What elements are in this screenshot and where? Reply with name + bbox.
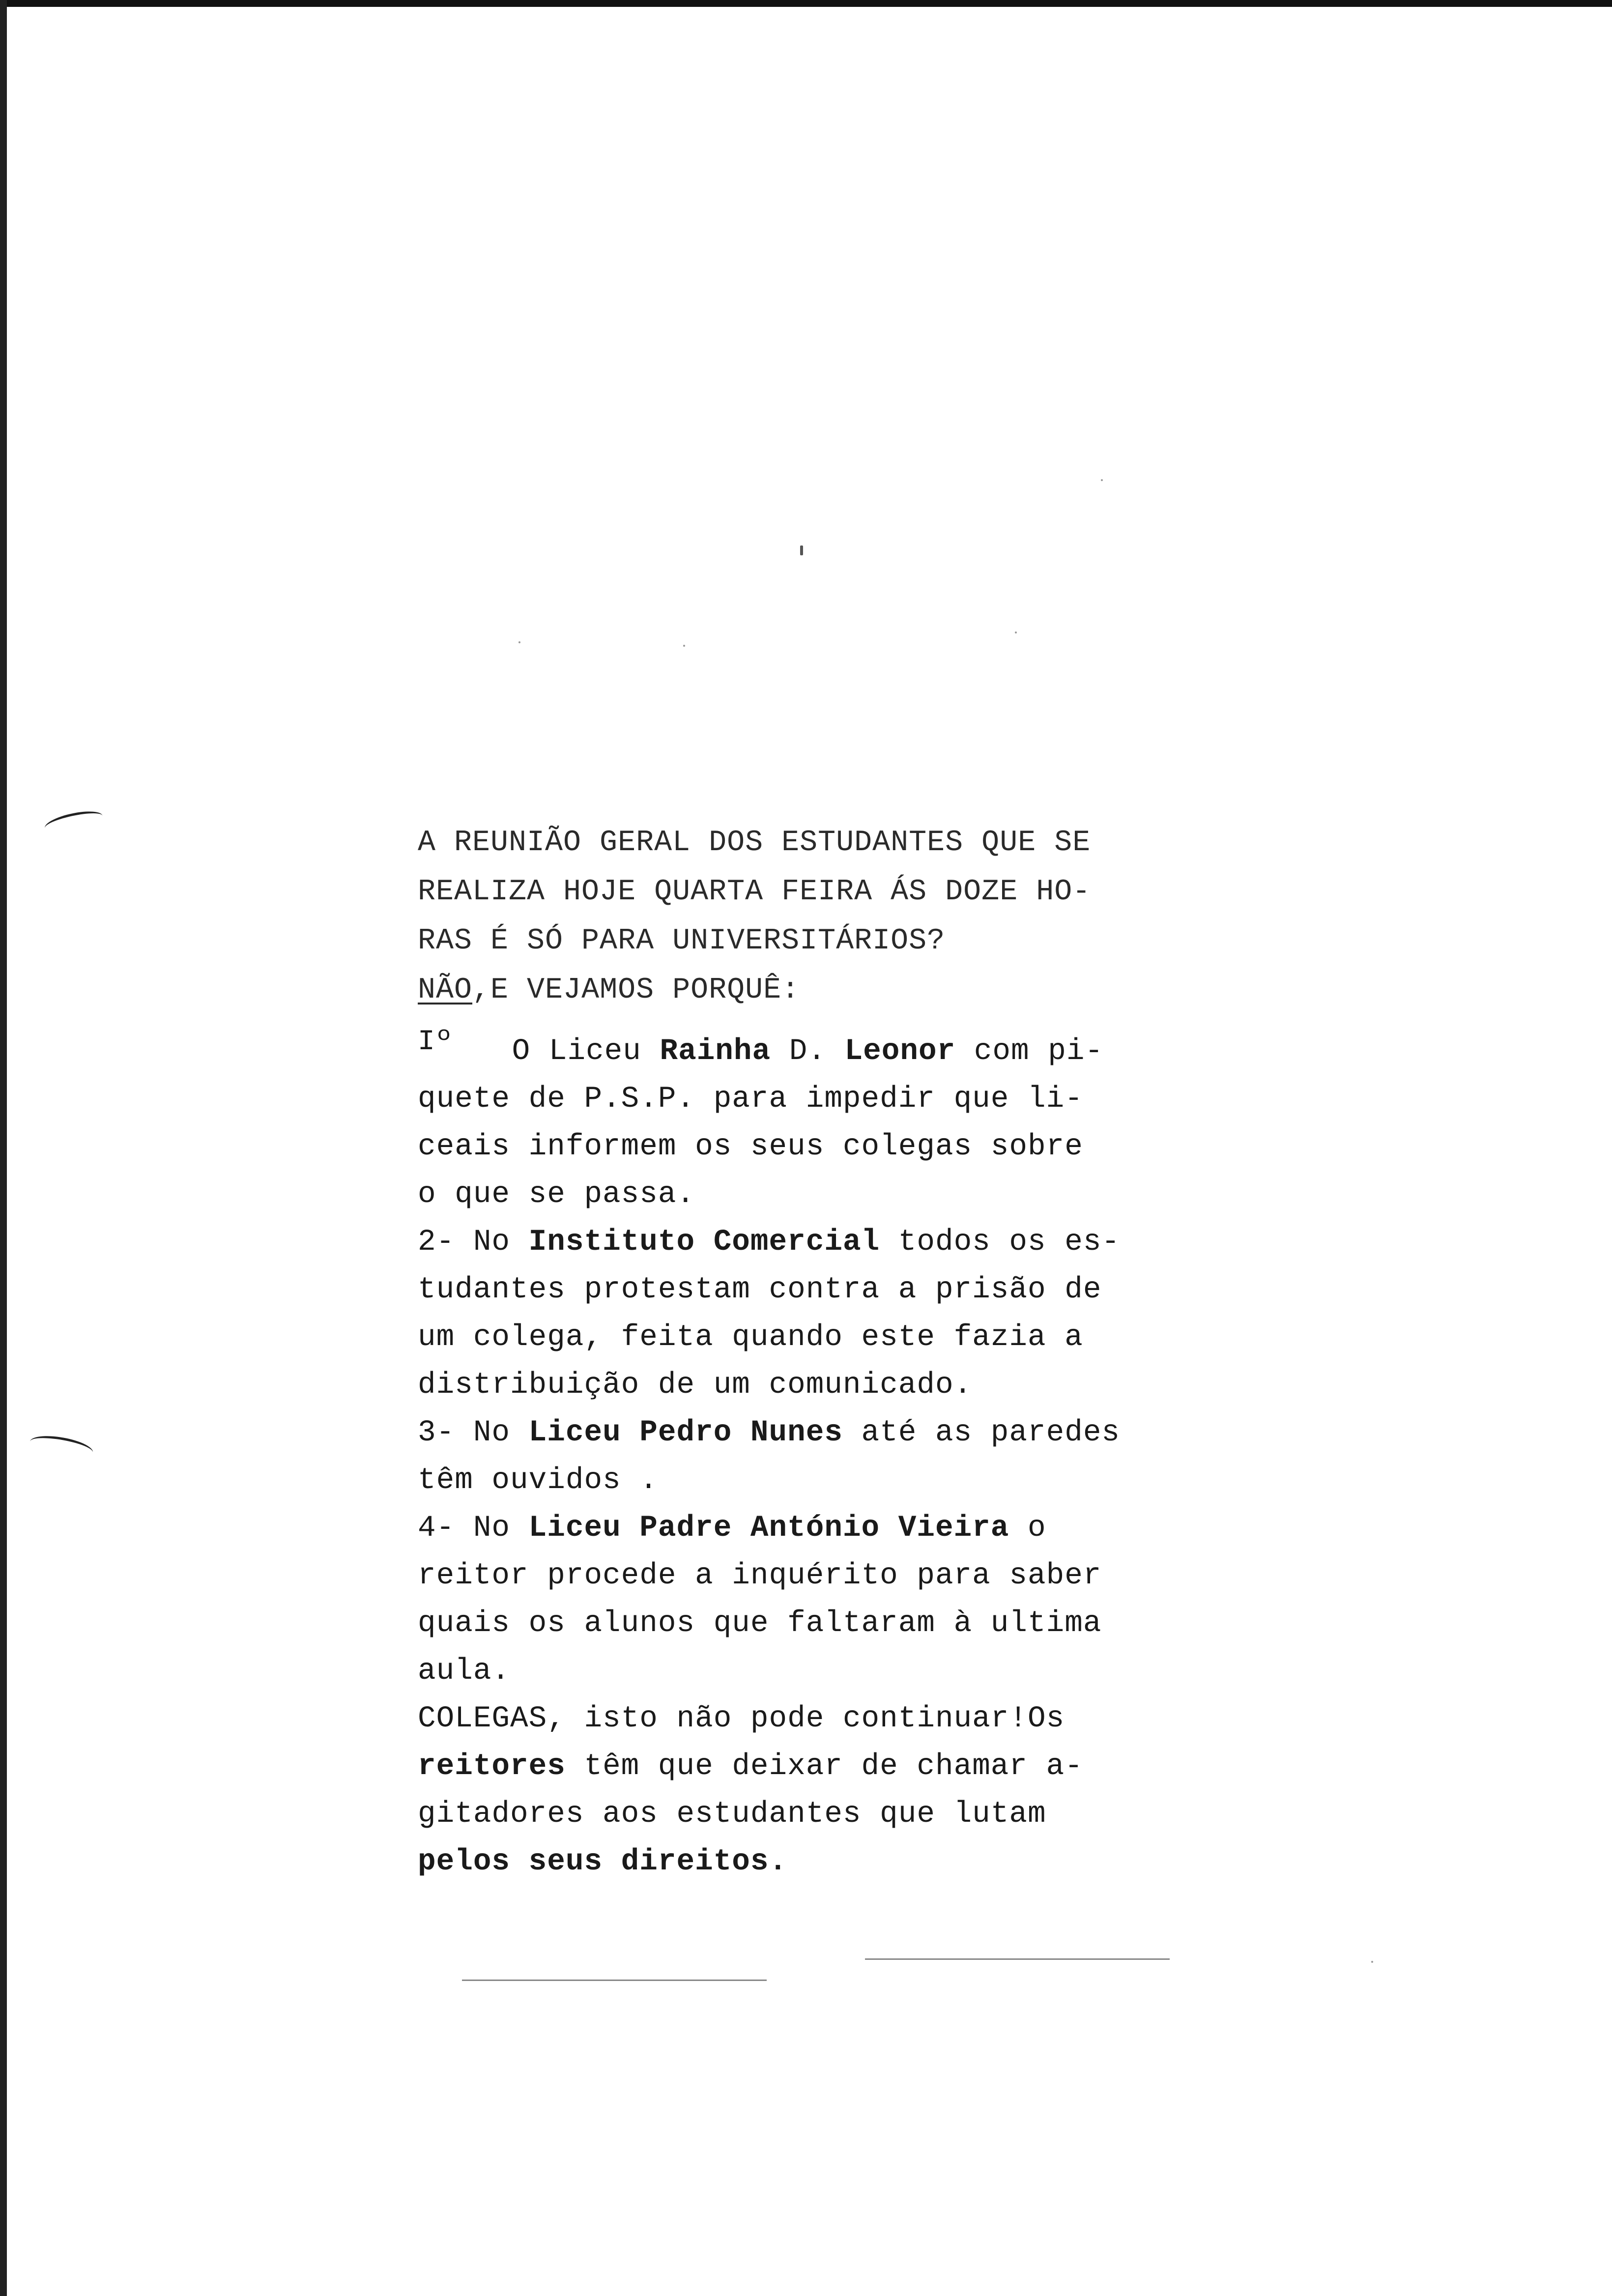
closing-line: COLEGAS, isto não pode continuar!Os xyxy=(418,1702,1065,1736)
binder-mark xyxy=(43,807,105,836)
item-3-line: 3- No Liceu Pedro Nunes até as paredes xyxy=(418,1416,1121,1450)
item-1-line: ceais informem os seus colegas sobre xyxy=(418,1130,1083,1164)
answer-rest: ,E VEJAMOS PORQUÊ: xyxy=(472,974,800,1007)
item-4-line: quais os alunos que faltaram à ultima xyxy=(418,1607,1102,1640)
scan-speck xyxy=(1371,1961,1373,1963)
closing-line: reitores têm que deixar de chamar a- xyxy=(418,1750,1083,1783)
item-1-first-line xyxy=(418,1028,1180,1075)
binder-mark xyxy=(29,1432,95,1462)
closing-line: gitadores aos estudantes que lutam xyxy=(418,1797,1046,1831)
item-2-line: tudantes protestam contra a prisão de xyxy=(418,1273,1102,1307)
scan-speck xyxy=(1101,479,1103,481)
body xyxy=(418,1028,1180,1886)
item-4-line: aula. xyxy=(418,1654,511,1688)
closing-line: pelos seus direitos. xyxy=(418,1845,788,1879)
scan-speck xyxy=(800,545,803,555)
item-1-line: quete de P.S.P. para impedir que li- xyxy=(418,1082,1083,1116)
hand-rule xyxy=(462,1980,767,1981)
hand-rule xyxy=(865,1958,1170,1960)
item-2-line: 2- No Instituto Comercial todos os es- xyxy=(418,1225,1121,1259)
scan-edge-left xyxy=(0,0,7,2296)
heading-line: REALIZA HOJE QUARTA FEIRA ÁS DOZE HO- xyxy=(418,875,1091,909)
item-1-line: O Liceu Rainha D. Leonor com pi- xyxy=(512,1034,1104,1068)
scan-speck xyxy=(518,641,520,643)
item-2-line: distribuição de um comunicado. xyxy=(418,1368,973,1402)
item-4-line: 4- No Liceu Padre António Vieira o xyxy=(418,1511,1046,1545)
heading-line: RAS É SÓ PARA UNIVERSITÁRIOS? xyxy=(418,924,946,958)
item-2-line: um colega, feita quando este fazia a xyxy=(418,1320,1083,1354)
heading-line: A REUNIÃO GERAL DOS ESTUDANTES QUE SE xyxy=(418,826,1091,860)
scan-edge-top xyxy=(0,0,1612,7)
answer-line xyxy=(418,966,1180,1015)
item-4-line: reitor procede a inquérito para saber xyxy=(418,1559,1102,1593)
item-1-line: o que se passa. xyxy=(418,1177,695,1211)
scan-speck xyxy=(683,645,685,647)
item-1-marker: Iº xyxy=(418,1026,453,1058)
typed-document xyxy=(418,818,1180,1886)
answer-no: NÃO xyxy=(418,974,473,1007)
item-3-line: têm ouvidos . xyxy=(418,1464,658,1497)
heading xyxy=(418,818,1180,1015)
scan-speck xyxy=(1015,631,1017,633)
